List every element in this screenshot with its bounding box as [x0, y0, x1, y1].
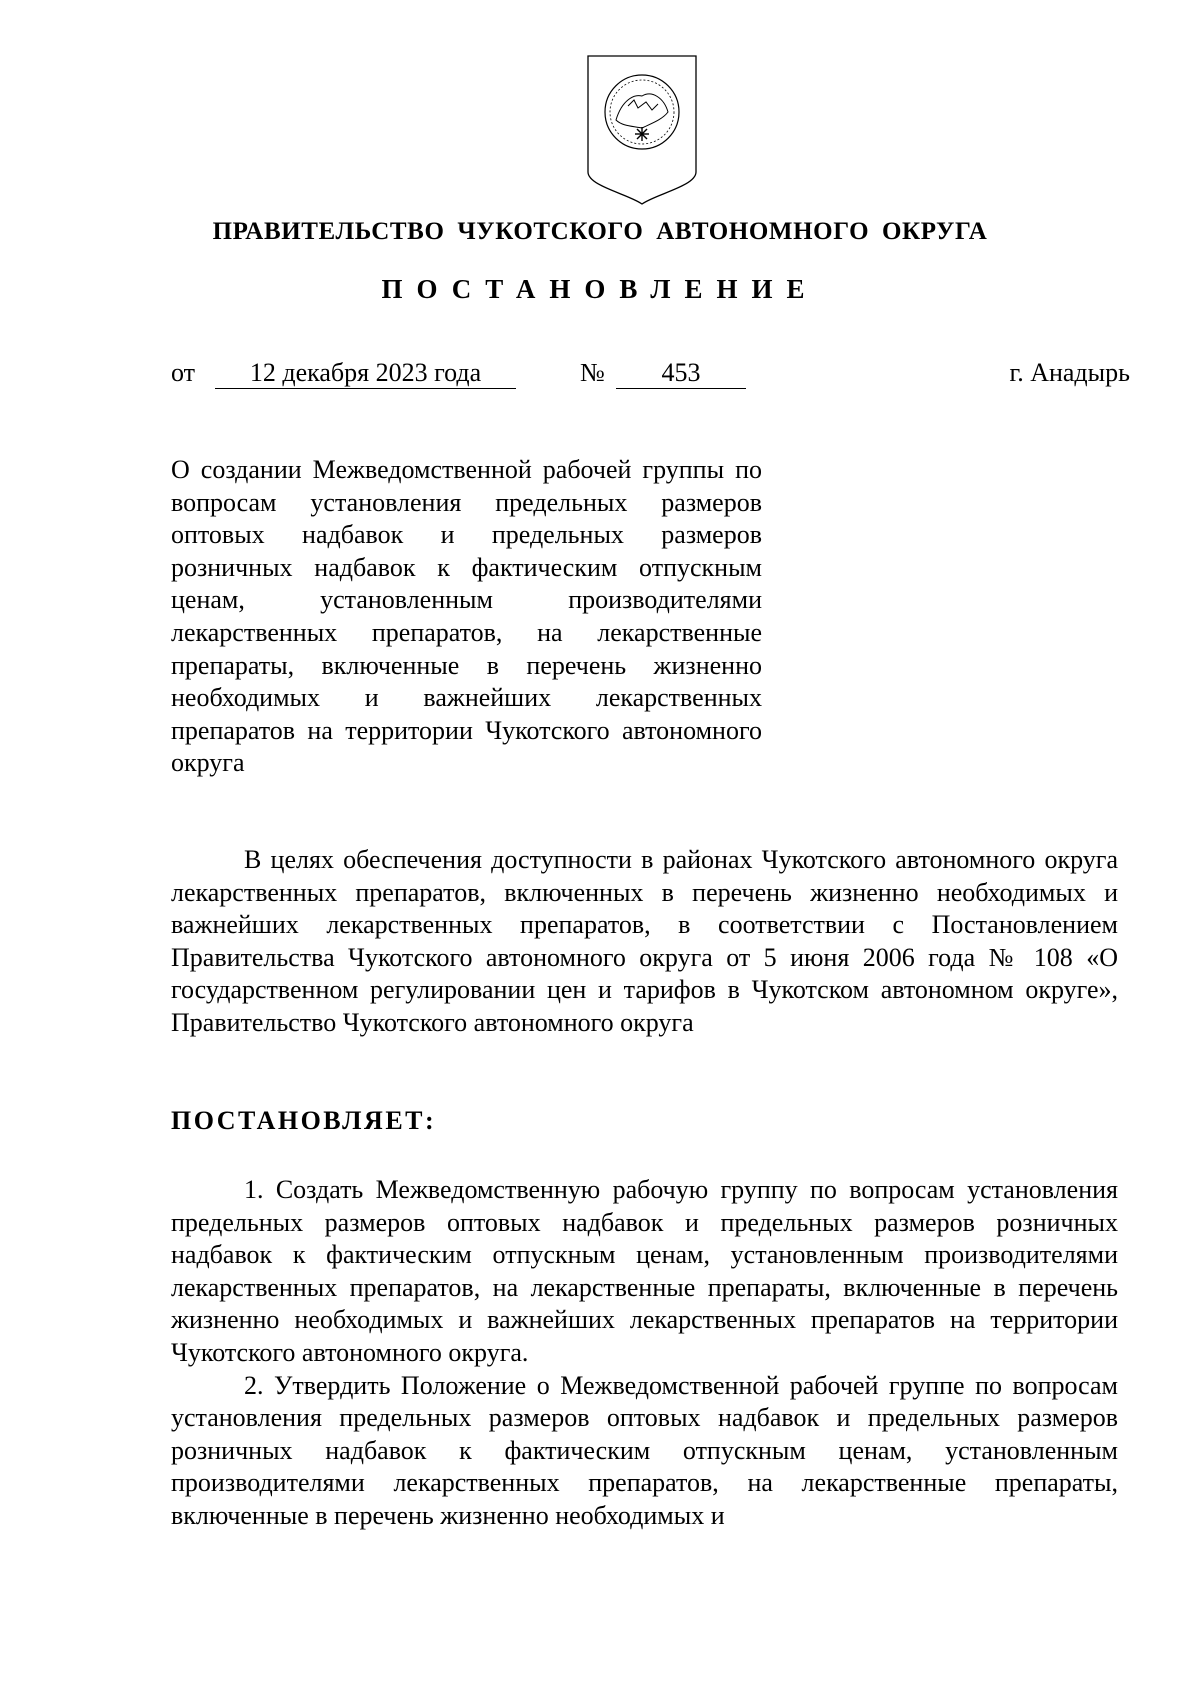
- number-label: №: [580, 358, 605, 387]
- document-city: г. Анадырь: [1009, 358, 1130, 387]
- decree-point-2: 2. Утвердить Положение о Межведомственной рабочей группе по вопросам установления предельных размеров оптовых надбавок и предельных размеров розничных надбавок к фактическим отпускным ценам, установленным производителями лекарственных препаратов, на лекарственные препараты, включенные в перечень жизненно необходимых и: [171, 1370, 1118, 1530]
- decree-points: [171, 1174, 1118, 1533]
- document-kind-title: ПОСТАНОВЛЕНИЕ: [381, 274, 819, 304]
- coat-of-arms-emblem: [586, 54, 698, 206]
- document-date: 12 декабря 2023 года: [215, 358, 516, 389]
- document-subject: О создании Межведомственной рабочей группы по вопросам установления предельных размеров оптовых надбавок и предельных размеров розничных надбавок к фактическим отпускным ценам, установленным производителями лекарственных препаратов, на лекарственные препараты, включенные в перечень жизненно необходимых и важнейших лекарственных препаратов на территории Чукотского автономного округа: [171, 455, 762, 778]
- decree-point-1: 1. Создать Межведомственную рабочую группу по вопросам установления предельных размеров оптовых надбавок и предельных размеров розничных надбавок к фактическим отпускным ценам, установленным производителями лекарственных препаратов, на лекарственные препараты, включенные в перечень жизненно необходимых и важнейших лекарственных препаратов на территории Чукотского автономного округа.: [171, 1175, 1118, 1367]
- date-from-label: от: [171, 358, 196, 387]
- document-number: 453: [616, 358, 746, 389]
- government-title: ПРАВИТЕЛЬСТВО ЧУКОТСКОГО АВТОНОМНОГО ОКРУГА: [212, 218, 988, 245]
- decree-heading: ПОСТАНОВЛЯЕТ:: [171, 1106, 437, 1135]
- preamble-paragraph: В целях обеспечения доступности в районах Чукотского автономного округа лекарственных препаратов, включенных в перечень жизненно необходимых и важнейших лекарственных препаратов, в соответствии с Постановлением Правительства Чукотского автономного округа от 5 июня 2006 года № 108 «О государственном регулировании цен и тарифов в Чукотском автономном округе», Правительство Чукотского автономного округа: [171, 845, 1118, 1037]
